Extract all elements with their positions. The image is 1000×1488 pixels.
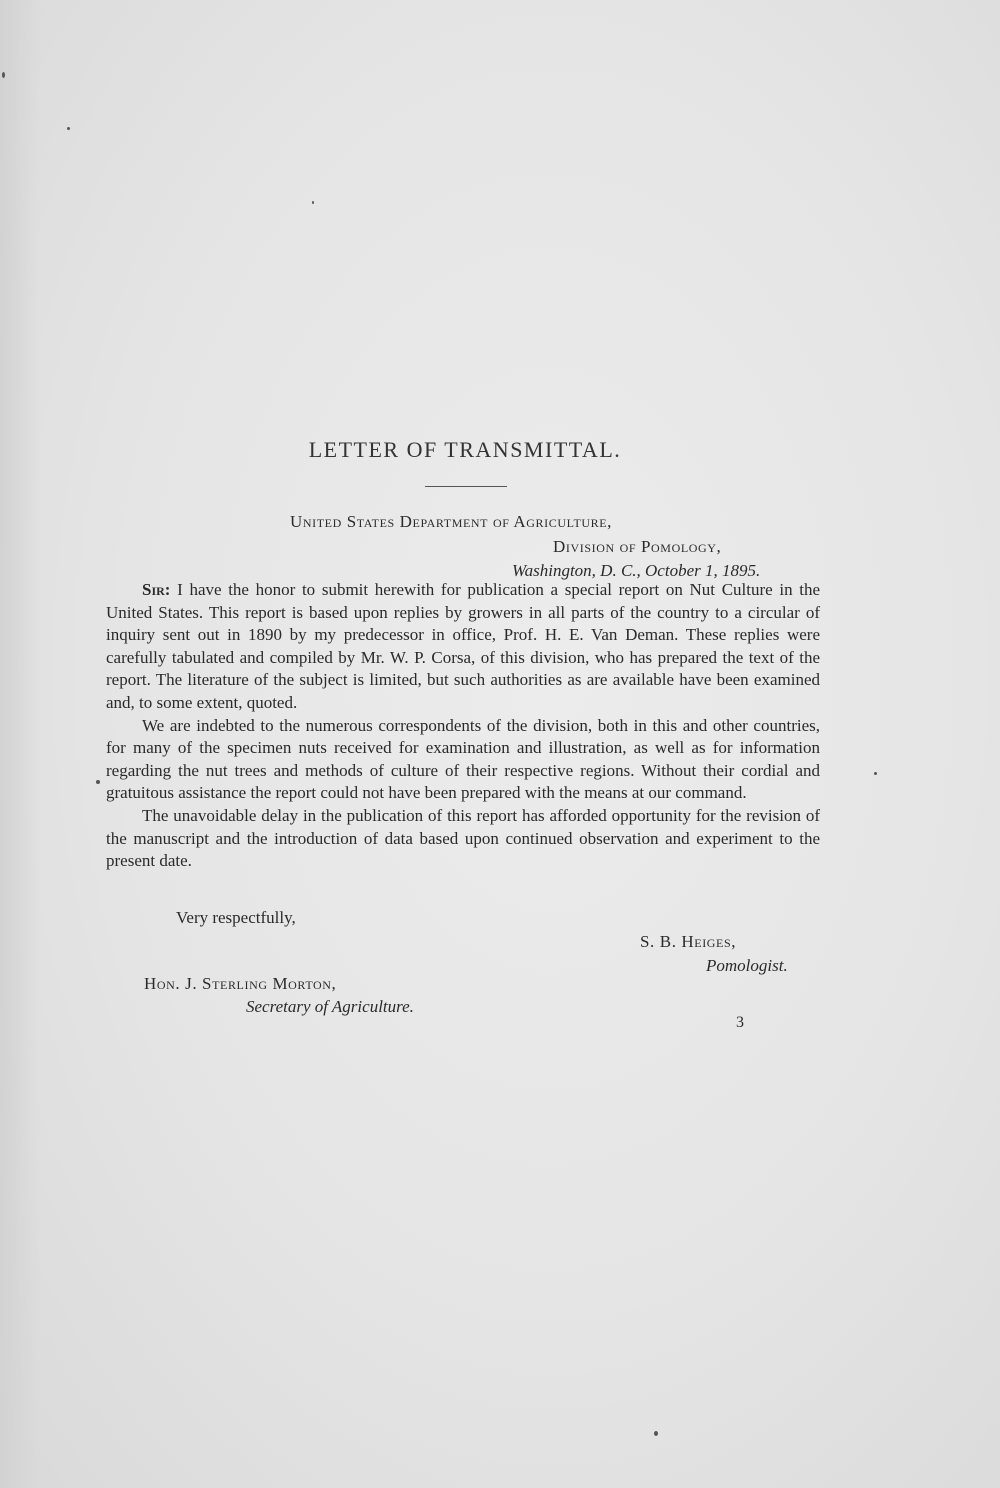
header-department: United States Department of Agriculture,: [290, 512, 613, 531]
signature-name: S. B. Heiges,: [640, 932, 737, 951]
paper-speck: [654, 1431, 658, 1436]
paragraph-1-text: I have the honor to submit herewith for publication a special report on Nut Culture in the United States. This report is based upon replies by growers in all parts of the country to a circular of inquiry sent out in 1890 by my predecessor in office, Prof. H. E. Van Deman. These replies were carefully tabulated and compiled by Mr. W. P. Corsa, of this division, who has prepared the text of the report. The literature of the subject is limited, but such authorities as are available have been examined and, to some extent, quoted.: [106, 580, 821, 712]
signature-title: Pomologist.: [706, 956, 788, 975]
paper-speck: [2, 72, 5, 78]
title-divider: [425, 486, 507, 487]
salutation: Sir:: [142, 580, 171, 599]
header-division: Division of Pomology,: [553, 537, 722, 556]
addressee-name: Hon. J. Sterling Morton,: [144, 974, 337, 993]
paragraph-2: We are indebted to the numerous correspondents of the division, both in this and other countries, for many of the specimen nuts received for examination and illustration, as well as for information regarding the nut trees and methods of culture of their respective regions. Without their cordial and gratuitous assistance the report could not have been prepared with the means at our command.: [106, 715, 820, 803]
paragraph-1: [106, 579, 820, 715]
header-place-date: Washington, D. C., October 1, 1895.: [512, 561, 761, 580]
letter-body: [106, 579, 820, 873]
paper-speck: [67, 127, 70, 130]
closing: Very respectfully,: [176, 908, 296, 927]
page-number: 3: [736, 1014, 744, 1031]
document-title: LETTER OF TRANSMITTAL.: [308, 437, 622, 462]
paper-speck: [96, 780, 100, 784]
addressee-title: Secretary of Agriculture.: [246, 997, 414, 1016]
paper-speck: [312, 201, 314, 204]
page-edge-shadow: [0, 0, 40, 1488]
paper-speck: [874, 772, 877, 775]
paragraph-3: The unavoidable delay in the publication of this report has afforded opportunity for the revision of the manuscript and the introduction of data based upon continued observation and experiment to the present date.: [106, 805, 820, 871]
